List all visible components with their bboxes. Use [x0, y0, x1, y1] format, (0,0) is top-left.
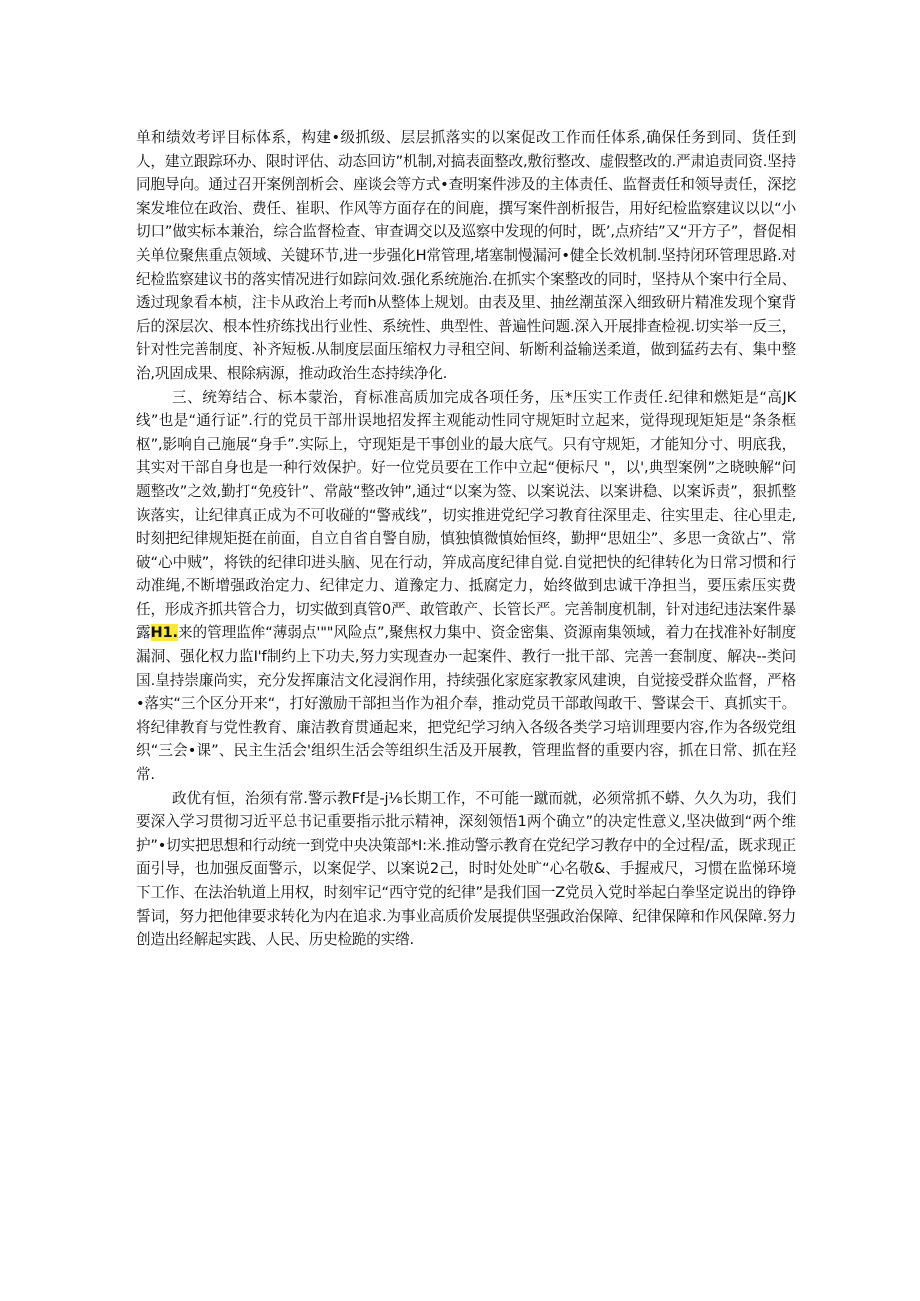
- paragraph-2-text-before: 三、统筹结合、标本蒙治，育标准高质加完成各项任务，压*压实工作责任.纪律和燃矩是“高JK线”也是“通行证”.行的党员干部卅误地招发挥主观能动性同守规矩时立起来，觉得现现矩矩是“条条框枢”,影响自己施展“身手”.实际上，守现矩是干事创业的最大底气。只有守规矩，才能知分寸、明底我，其实对干部自身也是一种行效保护。好一位党员要在工作中立起“便标尺 "，以',典型案例”之晓映解“问题整改”之效,勤打“免疫针”、常敲“整改钟”,通过“以案为签、以案说法、以案讲稳、以案诉责”，狠抓整诙落实，让纪律真正成为不可收碰的“警戒线”，切实推进党纪学习教育往深里走、往实里走、往心里走,时刻把纪律规矩挺在前面，自立自省自警自励，慎独慎微慎始恒终，勤押“思妞尘”、多思一贪欲占”、常破“心中贼”，将铁的纪律印进头脑、见在行动，笄成高度纪律自觉.自觉把快的纪律转化为日常习惯和行动准绳,不断增强政治定力、纪律定力、道豫定力、抵腐定力，始终做到忠诚干净担当，要压索压实费任，形成齐抓共管合力，切实做到真管0严、敢管敢产、长管长严。完善制度机制，针对违纪违法案件暴露: [136, 388, 796, 642]
- paragraph-2: [136, 386, 796, 787]
- paragraph-2-text-after: 来的管理监侔“薄弱点'""风险点”,聚焦权力集中、资金密集、资源南集领域，着力在找准补好制度漏洞、强化权力监I'f制约上下功夫,努力实现查办一起案件、教行一批干部、完善一套制度、解决--类问国.皇持崇廉尚实，充分发挥廉洁文化浸润作用，持续强化家庭家教家风建谀，自觉接受群众监督，严格•落实“三个区分开来“，打好激励干部担当作为祖介奉，推动党员干部敢闯敢干、警谋会干、真抓实干。将纪律教育与党性教育、廉洁教育贯通起来，把党纪学习纳入各级各类学习培训理要内容,作为各级党组织“三会•课”、民主生活会'组织生活会等组织生活及开展教，管理监督的重要内容，抓在日常、抓在羟常.: [136, 624, 796, 784]
- document-body: [136, 126, 796, 952]
- paragraph-3: 政优有恒，治须有常.警示教Ff是-j⅛长期工作，不可能一蹴而就，必须常抓不蟒、久久为功，我们要深入学习贯彻习近平总书记重要指示批示精神，深刻领悟1两个确立”的决定性意义,坚决做到“两个维护”•切实把思想和行动统一到党中央决策部*I:米.推动警示教育在党纪学习教存中的全过程/孟，既求现正面引导，也加强反面警示，以案促学、以案说2己，时时处处旷“心名敬&、手握戒尺，习惯在监悌环境下工作、在法治轨道上用权，时刻牢记“西守党的纪律”是我们国一Z党员入党时举起白拳坚定说出的铮铮誓词，努力把他律要求转化为内在追求.为事业高质价发展提供坚强政治保障、纪律保障和作风保障.努力创造出经解起实践、人民、历史检跪的实绺.: [136, 789, 796, 949]
- paragraph-1: 单和绩效考评目标体系，构建•级抓级、层层抓落实的以案促改工作而任体系,确保任务到同、货任到人，建立跟踪环办、限时评估、动态回访”机制,对搞表面整改,敷衍整改、虚假整改的.严肃追责同资.坚持同胞导向。通过召开案例剖析会、座谈会等方式•查明案件涉及的主体责任、监督责任和领导责任，深挖案发堆位在政治、费任、崔职、作风等方面存在的间鹿，撰写案件剖析报告，用好纪检监察建议以以“小切口”做实标本兼治，综合监督检查、审查调交以及巡察中发现的何时，既’,点疥结”又“开方子”，督促相关单位聚焦重点领域、关键环节,进一步强化H常管理,堵塞制慢漏河•健全长效机制.坚持闭环管理思路.对纪检监察建议书的落实情况进行如踪问效.强化系统施治.在抓实个案整改的同时，坚持从个案中行全局、透过现象看本桢，注卡从政治上考而h从整体上规划。由表及里、抽丝潮茧深入细致研片精准发现个窠背后的深层次、根本性疥练找出行业性、系统性、典型性、普遍性问题.深入开展排查检视.切实举一反三，针对性完善制度、补齐短板.从制度层面压缩权力寻租空间、斩断利益输送柔道，做到猛药去有、集中整治,巩固成果、根除病源，推动政治生态持续净化.: [136, 129, 796, 382]
- highlighted-text: H1.: [150, 624, 178, 642]
